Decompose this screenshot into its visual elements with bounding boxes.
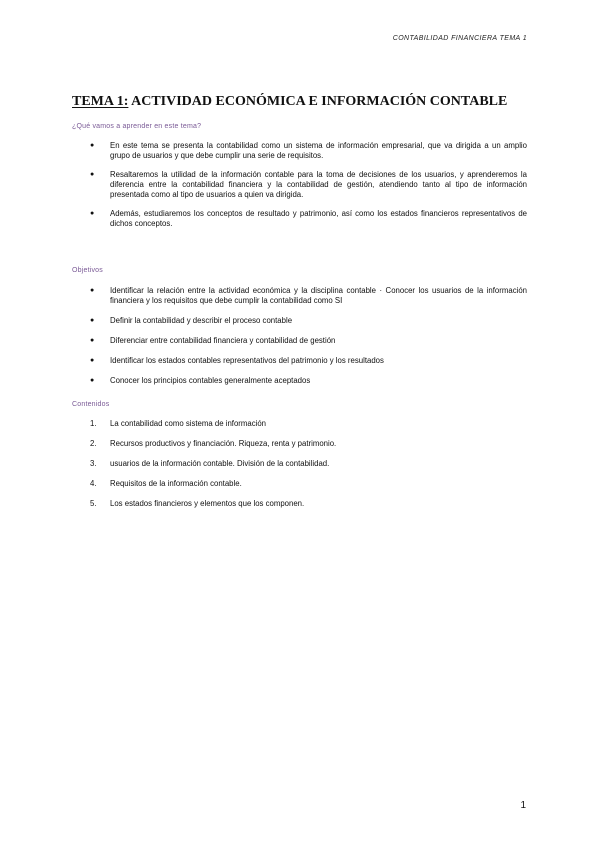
- intro-list: [90, 141, 527, 238]
- item-number: 3.: [90, 459, 97, 468]
- list-item: ● Conocer los principios contables generalmente aceptados: [90, 376, 311, 385]
- item-number: 5.: [90, 499, 97, 508]
- bullet-icon: ●: [90, 171, 95, 178]
- list-item: ● Diferenciar entre contabilidad financiera y contabilidad de gestión: [90, 336, 336, 345]
- title-text: ACTIVIDAD ECONÓMICA E INFORMACIÓN CONTABLE: [128, 94, 508, 109]
- list-item: 3. usuarios de la información contable. División de la contabilidad.: [90, 459, 330, 468]
- list-item: 4. Requisitos de la información contable.: [90, 479, 242, 488]
- list-item: 2. Recursos productivos y financiación. Riqueza, renta y patrimonio.: [90, 439, 337, 448]
- list-item: ● En este tema se presenta la contabilidad como un sistema de información empresarial, que va dirigida a un amplio grupo de usuarios y que debe cumplir una serie de requisitos.: [90, 141, 527, 160]
- bullet-icon: ●: [90, 287, 95, 294]
- bullet-icon: ●: [90, 337, 95, 344]
- bullet-icon: ●: [90, 377, 95, 384]
- list-item: ● Identificar la relación entre la actividad económica y la disciplina contable · Conocer los usuarios de la información financiera y los requisitos que debe cumplir la contabilidad como SI: [90, 286, 527, 305]
- page-title: [72, 94, 532, 110]
- list-item: 5. Los estados financieros y elementos que los componen.: [90, 499, 305, 508]
- objectives-list: [90, 286, 527, 396]
- title-label: TEMA 1:: [72, 94, 129, 109]
- item-number: 2.: [90, 439, 97, 448]
- intro-heading: ¿Qué vamos a aprender en este tema?: [72, 123, 202, 130]
- item-number: 4.: [90, 479, 97, 488]
- contents-heading: Contenidos: [72, 401, 110, 408]
- running-header: CONTABILIDAD FINANCIERA TEMA 1: [392, 35, 527, 42]
- list-item: 1. La contabilidad como sistema de información: [90, 419, 267, 428]
- bullet-icon: ●: [90, 210, 95, 217]
- list-item: ● Resaltaremos la utilidad de la información contable para la toma de decisiones de los usuarios, y aprenderemos la diferencia entre la contabilidad financiera y la contabilidad de gestión, atendiendo tanto al tipo de información presentada como al tipo de usuarios a quien va dirigida.: [90, 170, 527, 199]
- bullet-icon: ●: [90, 317, 95, 324]
- page-number: 1: [520, 800, 526, 811]
- contents-list: [90, 419, 527, 519]
- objectives-heading: Objetivos: [72, 267, 103, 274]
- bullet-icon: ●: [90, 142, 95, 149]
- list-item: ● Identificar los estados contables representativos del patrimonio y los resultados: [90, 356, 384, 365]
- list-item: ● Definir la contabilidad y describir el proceso contable: [90, 316, 293, 325]
- bullet-icon: ●: [90, 357, 95, 364]
- list-item: ● Además, estudiaremos los conceptos de resultado y patrimonio, así como los estados financieros representativos de dichos conceptos.: [90, 209, 527, 228]
- item-number: 1.: [90, 419, 97, 428]
